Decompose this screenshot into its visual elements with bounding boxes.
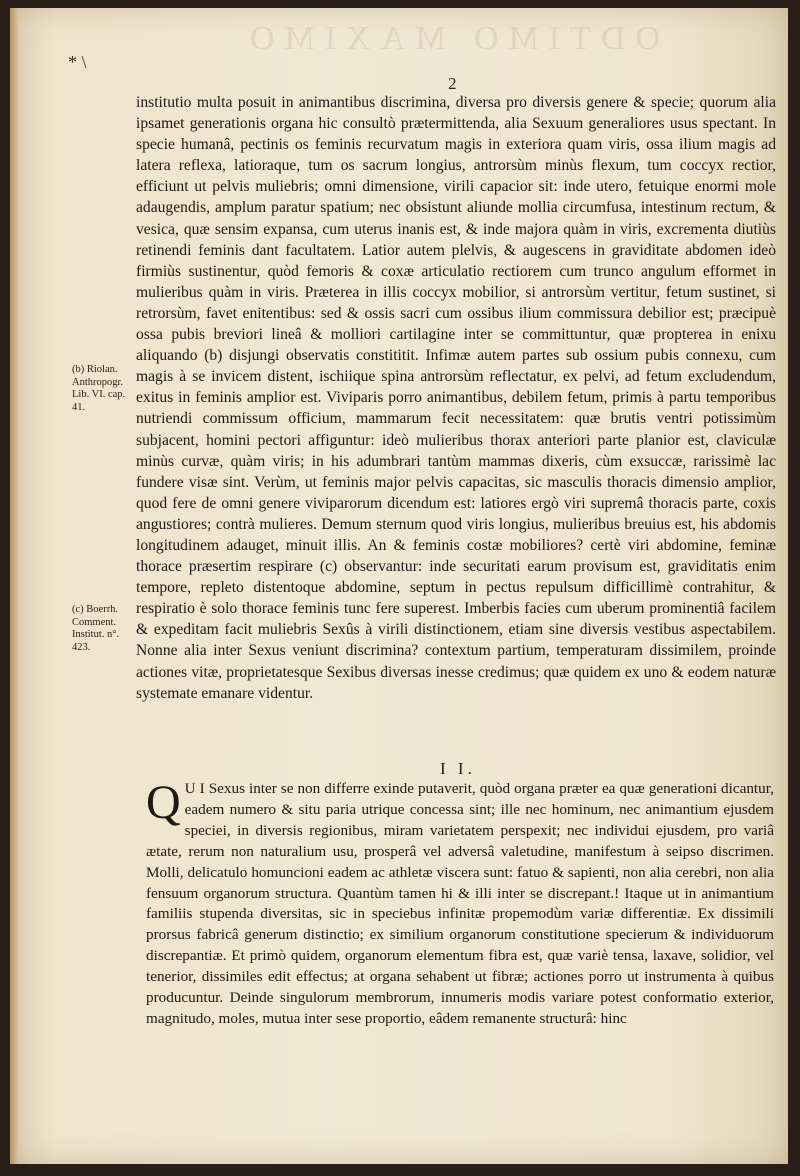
section-two-block (146, 776, 774, 1030)
page-spine-edge (10, 8, 18, 1164)
drop-cap: Q (146, 776, 181, 829)
main-text-block (136, 92, 776, 704)
marginal-note-boerhaave: (c) Boerrh. Comment. Institut. n°. 423. (72, 604, 120, 653)
section-heading: I I. (440, 759, 476, 778)
page-number: 2 (448, 74, 457, 93)
section-two-paragraph: U I Sexus inter se non differre exinde putaverit, quòd organa præter ea quæ generationi dicantur, eadem numero & situ paria utrique concessa sint; ille nec hominum, nec animantium ejusdem speciei, in diversis regionibus, miram varietatem perspexit; nec individui ejusdem, pro variâ ætate, rerum non naturalium usu, prosperâ vel adversâ valetudine, manifestum à seipso discrimen. Molli, delicatulo homuncioni eadem ac athletæ viscera sunt: fatuo & sapienti, non alia cerebri, non alia fensuum organorum structura. Quantùm tamen hi & illi inter se discrepant.! Itaque ut in animantium familiis stupenda diversitas, sic in speciebus infinitæ propemodùm variæ differentiæ. Ex dissimili prorsus fabricâ generum distinctio; ex similium organorum constitutione specierum & individuorum discrepantiæ. Et primò quidem, organorum elementum fibra est, quæ variè tensa, laxave, solidior, vel tenerior, dissimiles edit effectus; at organa sehabent ut fibræ; actiones porro ut instrumenta à quibus producuntur. Deinde singulorum membrorum, innumeris modis variare potest conformatio exterior, magnitudo, moles, mutua inter sese proportio, eâdem remanente structurâ: hinc (146, 780, 774, 1027)
show-through-ink: ODTIMO MAXIMO (240, 20, 660, 57)
marginal-note-riolan: (b) Riolan. Anthropogr. Lib. VI. cap. 41. (72, 364, 126, 413)
corner-mark: * \ (68, 52, 87, 72)
main-paragraph: institutio multa posuit in animantibus discrimina, diversa pro diversis genere & specie; quorum alia ipsamet generationis organa hic consultò prætermittenda, alia Sexuum generaliores usus spectant. In specie humanâ, pectinis os feminis recurvatum magis in exteriora quam viris, ossa ilium magis ad latera reflexa, latioraque, tum os sacrum longius, antrorsùm minùs flexum, tum coccyx rectior, efficiunt ut pelvis muliebris; omni dimensione, virili capacior sit: inde utero, fetuique enormi mole adaugendis, amplum paratur spatium; nec obsistunt aliunde mollia circumfusa, intestinum rectum, & vesica, quæ sensim expansa, cum uterus inanis est, & inde majora quàm in viris, excrementa diutiùs retinendi feminis dant facultatem. Latior autem plelvis, & augescens in graviditate abdomen ideò firmiùs sustinentur, quòd femoris & coxæ articulatio rectiorem cum trunco angulum efformet in mulieribus quàm in viris. Præterea in illis coccyx mobilior, si antrorsùm vertitur, fetum sustinet, si retrorsùm, favet enitentibus: sed & ossis sacri cum ossibus ilium commissura debilior est; præcipuè ossa pubis breviori lineâ & molliori cartilagine inter se committuntur, quæ propterea in enixu aliquando (b) disjungi observatis constititit. Infimæ autem partes sub ossium pubis connexu, cum magis à se invicem distent, ischiique spina antrorsùm reflectatur, ex pelvi, ad fetum excludendum, exitus in feminis amplior est. Viviparis porro animantibus, debilem fetum, primis à partu temporibus nutriendi commissum officium, mammarum fecit necessitatem: quæ brutis ventri potissimùm subjacent, homini pectori affiguntur: ideò mulieribus thorax anteriori parte planior est, claviculæ minùs curvæ, quàm viris; in his adumbrari tantùm mammas dixeris, cùm exsuccæ, rarissimè lac fundere visæ sint. Verùm, ut feminis major pelvis capacitas, sic masculis thoracis dimensio amplior, quod fere de omni genere viviparorum dicendum est: latiores ergò viri supremâ thoracis parte, coxis angustiores; contrà mulieres. Demum sternum quod viris longius, mulieribus breuius est, his abdomis longitudinem adauget, minuit illis. An & feminis costæ mobiliores? certè viri abdomine, feminæ thorace præsertim respirare (c) observantur: inde securitati earum provisum est, graviditatis enim tempore, repleto distentoque abdomine, septum in pectus repulsum difficillimè contrahitur, & respiratio è solo thorace feminis tunc fere superest. Imberbis facies cum uberum prominentiâ facilem & expeditam facit muliebris Sexûs à virili distinctionem, etiam sine diversis vestibus aspectabilem. Nonne alia inter Sexus veniunt discrimina? contextum partium, temperaturam dissimilem, proinde actiones vitæ, proprietatesque Sexibus diversas inesse credimus; quæ quidem ex uno & eodem naturæ systemate emanare videntur. (136, 94, 776, 702)
